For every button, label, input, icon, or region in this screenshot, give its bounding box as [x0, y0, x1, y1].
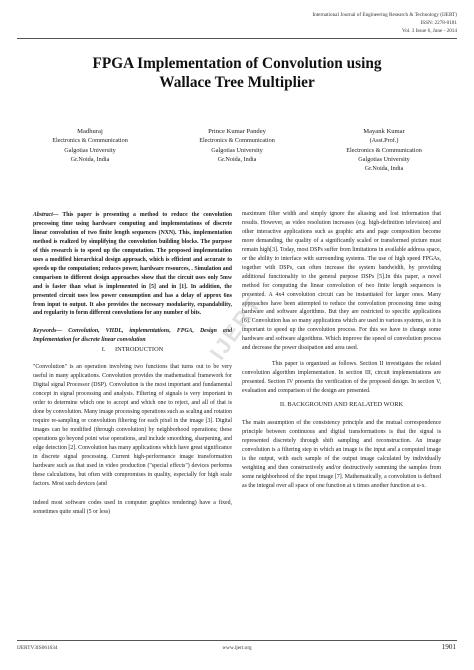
keywords: Keywords— Convolution, VHDL, implementations, FPGA, Design and Implementation for discrete linear convolution — [33, 328, 232, 344]
intro-paragraph: "Convolution" is an operation involving two functions that turns out to be very useful in many applications. Convolution provides the mathematical framework for Digital signal Processor (DSP). Convolution is the most important and fundamental concept in signal processing and analysis. Filtering of signals is very important in order to determine which one to accept and which one to reject, and all of that is done by convolution. Many image processing operations such as scaling and rotation require re-sampling or convolution filtering for each pixel in the image [3]. Digital images can be modified (through convolution) by neighborhood operations; these operations go beyond point wise operations, and include smoothing, sharpening, and edge detection [2]. Convolution has many applications which have great significance in discrete signal processing. Current high-performance image transformation hardware such as that used in video production ("special effects") devices performs these calculations, but often with compromises in quality, especially for high scale factors. Most such devices (and — [33, 364, 232, 487]
author-dept: Electronics & Communication — [52, 137, 128, 145]
footer-website: www.ijert.org — [222, 645, 252, 651]
paper-title — [17, 54, 457, 92]
section-heading-introduction: I. INTRODUCTION — [101, 346, 164, 354]
author-place: Gr.Noida, India — [217, 155, 257, 163]
author-name: Mayank Kumar — [363, 128, 405, 135]
abstract — [33, 211, 232, 318]
author-place: Gr.Noida, India — [364, 165, 404, 173]
page-number: 1901 — [441, 643, 456, 651]
journal-header — [197, 11, 457, 35]
organization-paragraph: This paper is organized as follows. Section II investigates the related convolution algorithm implementation. In section III, circuit implementations are presented. Section IV presents the verification of the proposed design. In section V, evaluation and comparison of the design are presented. — [242, 361, 441, 395]
author-univ: Galgotias University — [211, 146, 263, 154]
author-2 — [164, 127, 310, 164]
journal-issn: ISSN: 2278-0181 — [420, 20, 457, 27]
section-heading-background: II. BACKGROUND AND REALATED WORK — [279, 401, 404, 409]
author-1 — [17, 127, 163, 164]
author-3 — [311, 127, 457, 173]
author-place: Gr.Noida, India — [70, 155, 110, 163]
title-line-2: Wallace Tree Multiplier — [159, 74, 315, 91]
background-paragraph: The main assumption of the consistency principle and the mutual correspondence principle between continuous and digital transformations is that the signal is represented discretely through shift sampling and reconstruction. An image convolution is a filtering step in which an image is the input and a computed image is the output, with each sample of the output image calculated by individually weighting and then constructively and/or destructively summing the samples from some neighborhood of the input image [7]. Mathematically, a convolution is defined as the integral over all space of one function at x times another function at u-x. — [242, 420, 441, 489]
right-paragraph-1: maximum filter width and simply ignore the aliasing and lost information that results. However, as video resolution increases (e.g. high-definition television) and other interactive applications such as graphic arts and page composition become more demanding, the quality of a significantly scaled or transformed picture must remain high[3]. Today, most DSPs suffer from limitations in available address space, or the ability to interface with surrounding systems. The use of high speed FPGAs, together with DSPs, can often increase the system bandwidth, by providing additional functionality to the general purpose DSPs [5].In this paper, a novel method for computing the linear convolution of two finite length sequences is presented. A 4x4 convolution circuit can be instantiated for larger ones. Many approaches have been attempted to reduce the convolution processing time using hardware and software algorithms. But they are restricted to specific applications [6]. Convolution has so many applications which are used in various systems, so it is important to speed up the convolution process. For this we have to change some hardware and software algorithms. Which improve the speed of convolution process and decrease the power dissipation and area used. — [242, 211, 441, 352]
abstract-text: — This paper is presenting a method to reduce the convolution processing time using hardware computing and implementations of discrete linear convolution of two finite length sequences (NXN). This, implementation method is realized by simplifying the convolution building blocks. The purpose of this research is to speed up the computation. The proposed implementation uses a modified hierarchical design approach, which is efficient and accurate to speeds up the computation; reduces power, hardware resources, . Simulation and comparison to different design approaches show that the circuit uses only 5mw and is faster than what is implemented in [5] and in [1]. In addition, the presented circuit uses less power consumption and has a delay of approx 6ns from input to output. It also provides the necessary modularity, expandability, and regularity to form different convolutions for any number of bits. — [33, 212, 232, 317]
left-column — [33, 211, 232, 517]
author-name: Prince Kumar Pandey — [208, 128, 266, 135]
author-block — [17, 127, 457, 183]
header-divider — [17, 38, 457, 39]
author-designation: (Asst.Prof.) — [369, 137, 399, 145]
journal-name: International Journal of Engineering Research & Technology (IJERT) — [312, 12, 457, 18]
abstract-label: Abstract — [33, 212, 53, 218]
right-column — [242, 210, 441, 491]
author-dept: Electronics & Communication — [346, 146, 422, 154]
paper-id: IJERTV3IS061634 — [17, 645, 58, 651]
author-univ: Galgotias University — [358, 155, 410, 163]
author-name: Madhuraj — [77, 128, 103, 135]
footer-divider — [17, 640, 457, 641]
watermark: IJERT — [204, 290, 267, 365]
author-dept: Electronics & Communication — [199, 137, 275, 145]
intro-paragraph-continued: indeed most software codes used in computer graphics rendering) have a fixed, sometimes quite small (5 or less) — [33, 499, 232, 515]
author-univ: Galgotias University — [64, 146, 116, 154]
journal-volume: Vol. 3 Issue 6, June - 2014 — [402, 28, 457, 35]
title-line-1: FPGA Implementation of Convolution using — [92, 55, 382, 72]
